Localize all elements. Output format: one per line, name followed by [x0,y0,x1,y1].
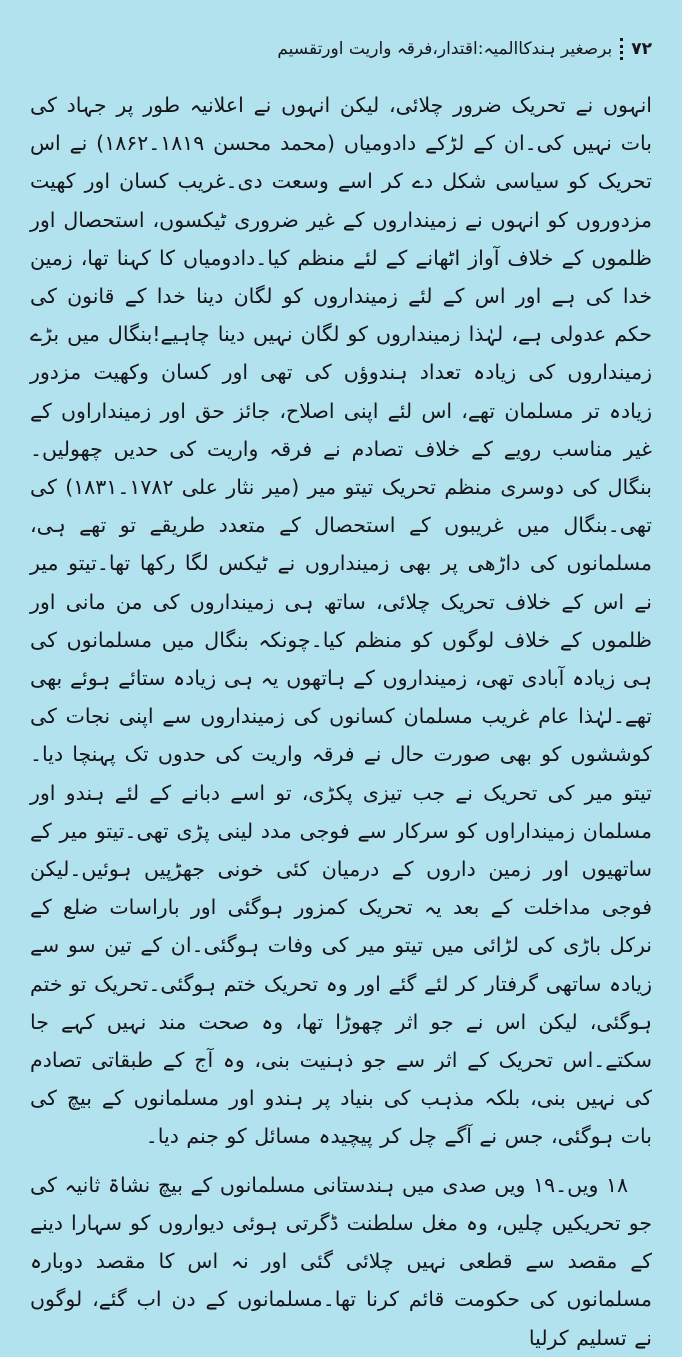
page-number: ۷۲ [631,39,652,59]
running-title: برصغیر ہندکاالمیہ:اقتدار،فرقہ واریت اورتقسیم [277,39,613,59]
header-divider [620,38,623,60]
paragraph-2: ۱۸ ویں۔۱۹ ویں صدی میں ہندستانی مسلمانوں کے بیچ نشاۃ ثانیہ کی جو تحریکیں چلیں، وہ مغل سلطنت ڈگرتی ہوئی دیواروں کو سہارا دینے کے مقصد سے قطعی نہیں چلائی گئی اور نہ اس کا مقصد دوبارہ مسلمانوں کی حکومت قائم کرنا تھا۔مسلمانوں کے دن اب گئے، لوگوں نے تسلیم کرلیا [30,1172,652,1350]
paragraph-1: انہوں نے تحریک ضرور چلائی، لیکن انہوں نے اعلانیہ طور پر جہاد کی بات نہیں کی۔ان کے لڑکے دادومیاں (محمد محسن ۱۸۱۹۔۱۸۶۲) نے اس تحریک کو سیاسی شکل دے کر اسے وسعت دی۔غریب کسان اور کھیت مزدوروں کو انہوں نے زمینداروں کے غیر ضروری ٹیکسوں، استحصال اور ظلموں کے خلاف آواز اٹھانے کے لئے منظم کیا۔دادومیاں کا کہنا تھا، زمین خدا کی ہے اور اس کے لئے زمینداروں کو لگان دینا خدا کے قانون کی حکم عدولی ہے، لہٰذا زمینداروں کو لگان نہیں دینا چاہیے!بنگال میں بڑے زمینداروں کی زیادہ تعداد ہندوؤں کی تھی اور کسان وکھیت مزدور زیادہ تر مسلمان تھے، اس لئے اپنی اصلاح، جائز حق اور زمینداراوں کے غیر مناسب رویے کے خلاف تصادم نے فرقہ واریت کی حدیں چھولیں۔بنگال کی دوسری منظم تحریک تیتو میر (میر نثار علی ۱۷۸۲۔۱۸۳۱) کی تھی۔بنگال میں غریبوں کے استحصال کے متعدد طریقے تو تھے ہی، مسلمانوں کی داڑھی پر بھی زمینداروں نے ٹیکس لگا رکھا تھا۔تیتو میر نے اس کے خلاف تحریک چلائی، ساتھ ہی زمینداروں کی من مانی اور ظلموں کے خلاف لوگوں کو منظم کیا۔چونکہ بنگال میں مسلمانوں کی ہی زیادہ آبادی تھی، زمینداروں کے ہاتھوں یہ ہی زیادہ ستائے ہوئے بھی تھے۔لہٰذا عام غریب مسلمان کسانوں کی زمینداروں سے اپنی نجات کی کوششوں کو بھی صورت حال نے فرقہ واریت کی حدوں تک پہنچا دیا۔تیتو میر کی تحریک نے جب تیزی پکڑی، تو اسے دبانے کے لئے ہندو اور مسلمان زمینداراوں کو سرکار سے فوجی مدد لینی پڑی تھی۔تیتو میر کے ساتھیوں اور زمین داروں کے درمیان کئی خونی جھڑپیں ہوئیں۔لیکن فوجی مداخلت کے بعد یہ تحریک کمزور ہوگئی اور باراسات ضلع کے نرکل باڑی کی لڑائی میں تیتو میر کی وفات ہوگئی۔ان کے تین سو سے زیادہ ساتھی گرفتار کر لئے گئے اور وہ تحریک ختم ہوگئی۔تحریک تو ختم ہوگئی، لیکن اس نے جو اثر چھوڑا تھا، وہ صحت مند نہیں کہے جا سکتے۔اس تحریک کے اثر سے جو ذہنیت بنی، وہ آج کے طبقاتی تصادم کی نہیں بنی، بلکہ مذہب کی بنیاد پر ہندو اور مسلمانوں کے بیچ کی بات ہوگئی، جس نے آگے چل کر پیچیدہ مسائل کو جنم دیا۔ [30,93,652,1149]
page-header [277,38,652,60]
page-body [30,86,652,1357]
